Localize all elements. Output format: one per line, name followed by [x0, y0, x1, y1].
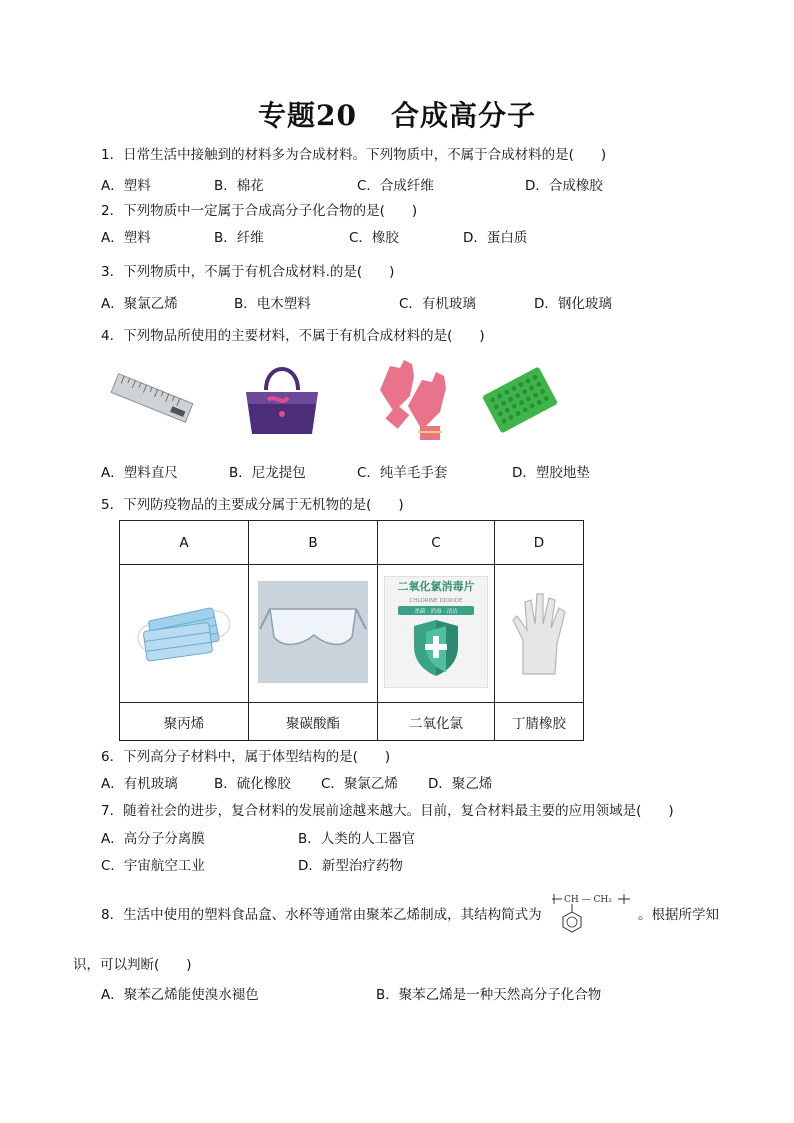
q5-header-d: D — [495, 521, 584, 565]
q1-option-c[interactable]: C．合成纤维 — [357, 178, 434, 194]
white-glove-image — [503, 582, 575, 682]
q2-option-b[interactable]: B．纤维 — [214, 230, 264, 246]
polystyrene-structure-formula — [552, 888, 636, 940]
title-topic-number: 专题20 — [258, 99, 357, 132]
q5-name-c: 二氧化氯 — [378, 703, 495, 741]
q6-option-c[interactable]: C．聚氯乙烯 — [321, 776, 398, 792]
q6-option-d[interactable]: D．聚乙烯 — [428, 776, 493, 792]
q8-stem-part3: 识，可以判断( ) — [73, 957, 192, 973]
q7-option-a[interactable]: A．高分子分离膜 — [101, 831, 205, 847]
q4-option-d[interactable]: D．塑胶地垫 — [512, 465, 590, 481]
q7-option-c[interactable]: C．宇宙航空工业 — [101, 858, 205, 874]
q5-name-d: 丁腈橡胶 — [495, 703, 584, 741]
q1-option-a[interactable]: A．塑料 — [101, 178, 151, 194]
q8-option-b[interactable]: B．聚苯乙烯是一种天然高分子化合物 — [376, 987, 602, 1003]
q1-stem: 1．日常生活中接触到的材料多为合成材料。下列物质中，不属于合成材料的是( ) — [101, 147, 607, 163]
q1-option-b[interactable]: B．棉花 — [214, 178, 264, 194]
wool-gloves-image — [370, 356, 460, 442]
ruler-image — [110, 362, 194, 434]
q4-stem: 4．下列物品所使用的主要材料，不属于有机合成材料的是( ) — [101, 328, 485, 344]
q5-stem: 5．下列防疫物品的主要成分属于无机物的是( ) — [101, 497, 404, 513]
package-tag: 杀菌 · 消毒 · 清洁 — [414, 608, 458, 615]
q2-stem: 2．下列物质中一定属于合成高分子化合物的是( ) — [101, 203, 418, 219]
title-topic-name: 合成高分子 — [390, 99, 536, 132]
goggles-image — [256, 579, 370, 685]
rubber-mat-image — [478, 363, 562, 437]
q6-option-b[interactable]: B．硫化橡胶 — [214, 776, 291, 792]
q7-option-b[interactable]: B．人类的人工器官 — [298, 831, 416, 847]
q5-cell-disinfectant — [378, 565, 495, 703]
q3-option-a[interactable]: A．聚氯乙烯 — [101, 296, 178, 312]
q5-cell-goggles — [249, 565, 378, 703]
q7-stem: 7．随着社会的进步，复合材料的发展前途越来越大。目前，复合材料最主要的应用领域是( ) — [101, 803, 674, 819]
q5-table — [119, 520, 584, 741]
q5-header-b: B — [249, 521, 378, 565]
q4-option-a[interactable]: A．塑料直尺 — [101, 465, 178, 481]
q8-option-a[interactable]: A．聚苯乙烯能使溴水褪色 — [101, 987, 259, 1003]
q4-option-c[interactable]: C．纯羊毛手套 — [357, 465, 448, 481]
q5-cell-mask — [120, 565, 249, 703]
q2-option-a[interactable]: A．塑料 — [101, 230, 151, 246]
nylon-bag-image — [238, 356, 326, 440]
q5-cell-nitrile-glove — [495, 565, 584, 703]
q7-option-d[interactable]: D．新型治疗药物 — [298, 858, 403, 874]
q3-option-c[interactable]: C．有机玻璃 — [399, 296, 476, 312]
q3-option-d[interactable]: D．钢化玻璃 — [534, 296, 612, 312]
q5-name-a: 聚丙烯 — [120, 703, 249, 741]
q6-option-a[interactable]: A．有机玻璃 — [101, 776, 178, 792]
q8-stem-part1: 8．生活中使用的塑料食品盒、水杯等通常由聚苯乙烯制成，其结构简式为 — [101, 907, 542, 923]
q3-option-b[interactable]: B．电木塑料 — [234, 296, 311, 312]
q8-stem-part2: 。根据所学知 — [638, 907, 719, 923]
formula-text: CH — CH₂ — [564, 895, 612, 905]
package-subtitle: CHLORINE DIOXIDE — [409, 597, 463, 604]
q5-name-b: 聚碳酸酯 — [249, 703, 378, 741]
face-mask-image — [129, 592, 239, 672]
q1-option-d[interactable]: D．合成橡胶 — [525, 178, 603, 194]
q6-stem: 6．下列高分子材料中，属于体型结构的是( ) — [101, 749, 391, 765]
q5-header-a: A — [120, 521, 249, 565]
page-title — [0, 94, 794, 134]
q5-header-c: C — [378, 521, 495, 565]
package-title: 二氧化氯消毒片 — [397, 579, 475, 593]
q2-option-c[interactable]: C．橡胶 — [349, 230, 399, 246]
q2-option-d[interactable]: D．蛋白质 — [463, 230, 528, 246]
q3-stem: 3．下列物质中，不属于有机合成材料.的是( ) — [101, 264, 395, 280]
disinfectant-package-image — [384, 576, 488, 688]
q4-option-b[interactable]: B．尼龙提包 — [229, 465, 306, 481]
